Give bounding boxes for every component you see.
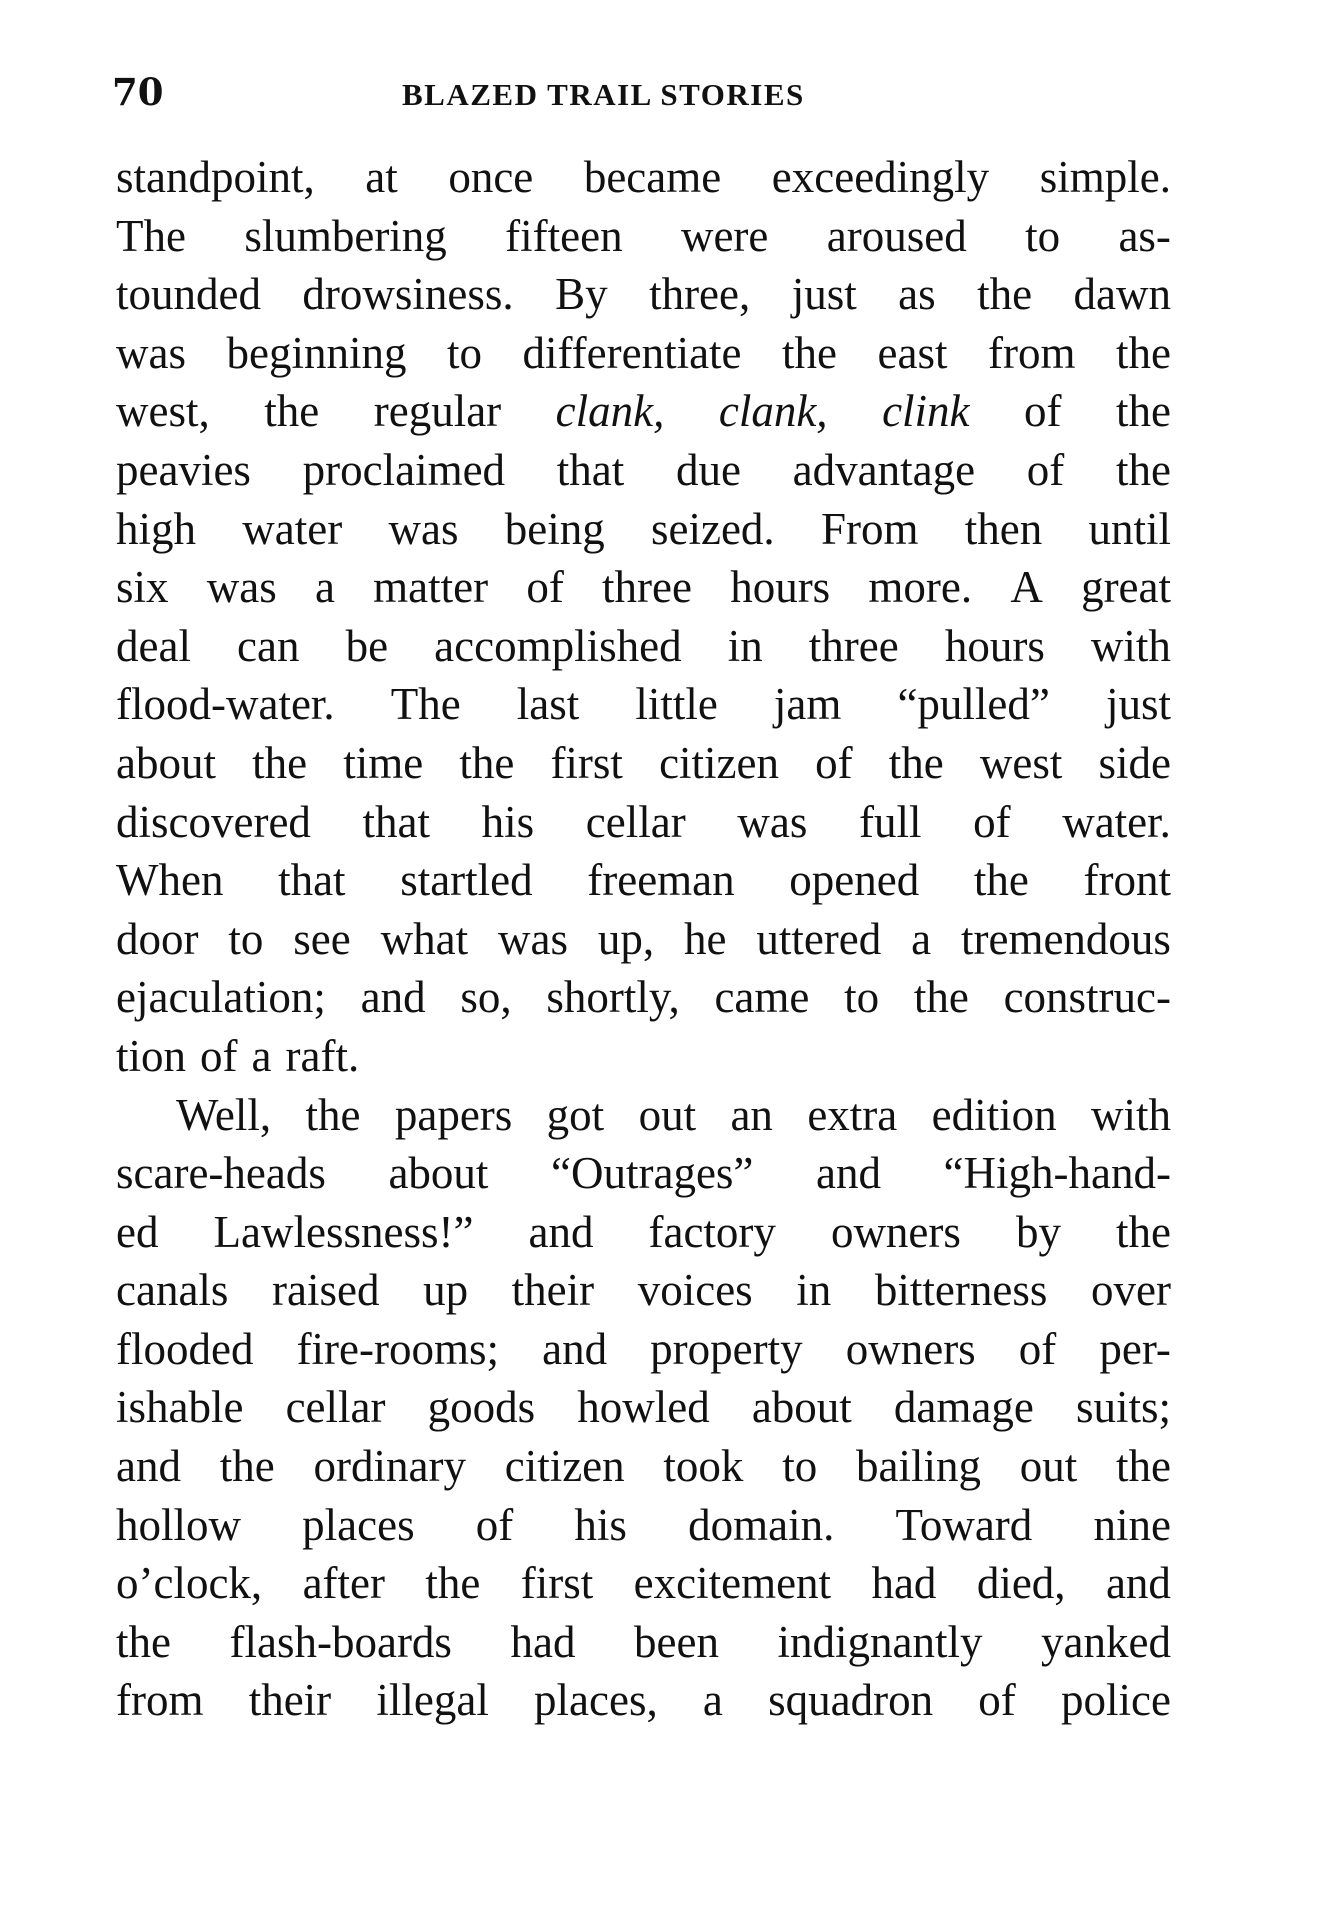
text-line (116, 1496, 1171, 1555)
word: factory (648, 1206, 776, 1257)
word: voices (637, 1265, 753, 1316)
word: that (556, 444, 625, 495)
word: the (1115, 327, 1171, 378)
word: little (635, 679, 718, 730)
word: advantage (792, 444, 976, 495)
word: canals (116, 1265, 229, 1316)
word: owners (845, 1323, 976, 1374)
word: construc- (1003, 972, 1171, 1023)
text-line (116, 1613, 1171, 1672)
text-line (116, 382, 1171, 441)
word: after (302, 1558, 385, 1609)
word: clank, (555, 386, 665, 437)
word: first (520, 1558, 594, 1609)
word: of (815, 737, 853, 788)
word: more. (868, 562, 973, 613)
word: fifteen (505, 210, 623, 261)
text-line (116, 734, 1171, 793)
text-line (116, 1203, 1171, 1262)
word: beginning (226, 327, 407, 378)
word: of (1024, 386, 1062, 437)
word: tion (116, 1030, 187, 1081)
word: damage (893, 1382, 1034, 1433)
word: in (796, 1265, 832, 1316)
word: door (116, 913, 199, 964)
word: places, (534, 1675, 658, 1726)
word: the (1115, 1206, 1171, 1257)
word: yanked (1041, 1616, 1171, 1667)
word: the (782, 327, 838, 378)
text-line (116, 1437, 1171, 1496)
word: to (1025, 210, 1061, 261)
word: owners (830, 1206, 961, 1257)
word: the (1116, 1441, 1171, 1492)
word: From (820, 503, 919, 554)
word: the (973, 855, 1029, 906)
word: west, (116, 386, 210, 437)
word: of (973, 796, 1011, 847)
word: about (751, 1382, 852, 1433)
word: hours (730, 562, 831, 613)
word: The (116, 210, 186, 261)
word: of (978, 1675, 1016, 1726)
word: of (475, 1499, 514, 1550)
word: died, (976, 1558, 1066, 1609)
text-line (116, 910, 1171, 969)
word: of (1018, 1323, 1057, 1374)
text-line (116, 1027, 1171, 1086)
word: bitterness (874, 1265, 1048, 1316)
word: seized. (650, 503, 775, 554)
word: shortly, (546, 972, 680, 1023)
word: raised (272, 1265, 380, 1316)
word: last (516, 679, 580, 730)
running-title: BLAZED TRAIL STORIES (402, 77, 805, 112)
text-line (116, 441, 1171, 500)
word: scare-heads (116, 1148, 326, 1199)
word: with (1090, 1089, 1171, 1140)
word: per- (1099, 1323, 1171, 1374)
word: got (546, 1089, 605, 1140)
word: water (242, 503, 343, 554)
word: was (116, 327, 186, 378)
text-line (116, 1378, 1171, 1437)
word: squadron (768, 1675, 934, 1726)
word: up (423, 1265, 469, 1316)
word: was (388, 503, 459, 554)
word: dawn (1073, 269, 1171, 320)
word: the (305, 1089, 361, 1140)
word: be (345, 620, 389, 671)
word: drowsiness. (302, 269, 514, 320)
word: was (497, 913, 568, 964)
word: ed (116, 1206, 159, 1257)
word: time (343, 737, 424, 788)
text-line (116, 148, 1171, 207)
word: “High-hand- (943, 1148, 1171, 1199)
word: aroused (826, 210, 967, 261)
text-line (116, 851, 1171, 910)
text-line (116, 1144, 1171, 1203)
word: nine (1093, 1499, 1171, 1550)
word: his (481, 796, 535, 847)
word: a (702, 1675, 723, 1726)
word: had (871, 1558, 937, 1609)
word: exceedingly (771, 152, 990, 202)
word: that (278, 855, 346, 906)
word: the (888, 737, 944, 788)
word: can (237, 620, 300, 671)
word: Lawlessness!” (213, 1206, 474, 1257)
word: cellar (285, 1382, 386, 1433)
word: domain. (688, 1499, 835, 1550)
word: citizen (504, 1441, 625, 1492)
word: the (913, 972, 969, 1023)
word: property (650, 1323, 803, 1374)
word: “pulled” (897, 679, 1050, 730)
word: due (675, 444, 741, 495)
word: By (555, 269, 608, 320)
word: at (365, 152, 398, 202)
word: flooded (116, 1323, 254, 1374)
word: deal (116, 620, 191, 671)
word: their (248, 1675, 332, 1726)
word: high (116, 503, 197, 554)
word: three, (649, 269, 751, 320)
word: out (1019, 1441, 1078, 1492)
word: six (116, 562, 169, 613)
word: Well, (176, 1089, 272, 1140)
word: the (219, 1441, 275, 1492)
word: just (1105, 679, 1171, 730)
text-line (116, 1086, 1171, 1145)
word: was (206, 562, 277, 613)
text-line (116, 1671, 1171, 1730)
word: clink (882, 386, 970, 437)
paragraph (116, 148, 1171, 1086)
word: as- (1118, 210, 1171, 261)
paragraph (116, 1086, 1171, 1731)
word: extra (807, 1089, 898, 1140)
word: over (1090, 1265, 1171, 1316)
word: the (1116, 386, 1171, 437)
word: and (542, 1323, 608, 1374)
word: front (1083, 855, 1171, 906)
word: simple. (1039, 152, 1171, 202)
word: freeman (587, 855, 735, 906)
word: see (293, 913, 351, 964)
word: to (446, 327, 482, 378)
word: of (526, 562, 564, 613)
text-line (116, 1320, 1171, 1379)
word: had (510, 1616, 576, 1667)
word: the (264, 386, 320, 437)
word: opened (789, 855, 920, 906)
word: bailing (855, 1441, 981, 1492)
word: to (228, 913, 264, 964)
word: The (390, 679, 461, 730)
word: what (380, 913, 469, 964)
word: slumbering (244, 210, 447, 261)
word: a (251, 1030, 272, 1081)
word: just (791, 269, 857, 320)
word: clank, (718, 386, 828, 437)
word: places (302, 1499, 415, 1550)
word: a (314, 562, 335, 613)
word: was (737, 796, 808, 847)
word: about (116, 737, 216, 788)
word: took (663, 1441, 744, 1492)
word: to (844, 972, 880, 1023)
word: once (448, 152, 534, 202)
word: he (683, 913, 727, 964)
word: and (116, 1441, 181, 1492)
word: came (714, 972, 810, 1023)
word: his (574, 1499, 627, 1550)
word: and (528, 1206, 594, 1257)
word: standpoint, (116, 152, 315, 202)
word: ordinary (313, 1441, 466, 1492)
word: tounded (116, 269, 261, 320)
word: the (425, 1558, 481, 1609)
text-line (116, 968, 1171, 1027)
word: of (1026, 444, 1065, 495)
page-number: 70 (112, 70, 164, 114)
word: became (583, 152, 722, 202)
word: indignantly (777, 1616, 983, 1667)
text-line (116, 1554, 1171, 1613)
word: startled (400, 855, 533, 906)
text-line (116, 1261, 1171, 1320)
word: that (362, 796, 431, 847)
word: so, (460, 972, 512, 1023)
text-line (116, 793, 1171, 852)
word: tremendous (960, 913, 1171, 964)
word: up, (597, 913, 655, 964)
word: about (388, 1148, 489, 1199)
word: being (504, 503, 605, 554)
word: matter (373, 562, 489, 613)
word: their (511, 1265, 595, 1316)
text-line (116, 558, 1171, 617)
word: A (1010, 562, 1043, 613)
word: hours (944, 620, 1045, 671)
word: proclaimed (302, 444, 506, 495)
word: fire-rooms; (296, 1323, 499, 1374)
word: in (727, 620, 763, 671)
word: peavies (116, 444, 251, 495)
word: by (1015, 1206, 1061, 1257)
word: and (1105, 1558, 1171, 1609)
word: full (858, 796, 922, 847)
word: west (979, 737, 1063, 788)
word: out (638, 1089, 697, 1140)
word: as (898, 269, 936, 320)
word: east (877, 327, 948, 378)
word: flood-water. (116, 679, 335, 730)
word: o’clock, (116, 1558, 263, 1609)
word: been (634, 1616, 719, 1667)
word: goods (427, 1382, 536, 1433)
word: edition (931, 1089, 1057, 1140)
text-line (116, 265, 1171, 324)
word: ejaculation; (116, 972, 326, 1023)
word: the (116, 1616, 171, 1667)
word: water. (1062, 796, 1171, 847)
word: “Outrages” (551, 1148, 754, 1199)
text-line (116, 207, 1171, 266)
word: the (459, 737, 515, 788)
word: When (116, 855, 224, 906)
word: and (360, 972, 426, 1023)
word: accomplished (434, 620, 682, 671)
word: suits; (1075, 1382, 1171, 1433)
word: police (1061, 1675, 1171, 1726)
word: differentiate (522, 327, 742, 378)
word: the (977, 269, 1033, 320)
word: regular (373, 386, 502, 437)
word: first (550, 737, 623, 788)
word: great (1081, 562, 1171, 613)
word: hollow (116, 1499, 242, 1550)
word: discovered (116, 796, 311, 847)
word: jam (773, 679, 842, 730)
word: raft. (285, 1030, 360, 1081)
word: with (1090, 620, 1171, 671)
word: citizen (659, 737, 779, 788)
word: papers (394, 1089, 513, 1140)
word: illegal (376, 1675, 489, 1726)
word: an (730, 1089, 773, 1140)
word: ishable (116, 1382, 244, 1433)
text-line (116, 617, 1171, 676)
word: three (602, 562, 692, 613)
word: the (1115, 444, 1171, 495)
word: howled (577, 1382, 710, 1433)
word: were (680, 210, 769, 261)
word: flash-boards (229, 1616, 452, 1667)
word: of (200, 1030, 238, 1081)
word: a (911, 913, 932, 964)
word: from (116, 1675, 204, 1726)
word: Toward (895, 1499, 1033, 1550)
word: then (964, 503, 1043, 554)
word: from (987, 327, 1076, 378)
word: cellar (585, 796, 686, 847)
text-line (116, 500, 1171, 559)
text-line (116, 324, 1171, 383)
word: until (1088, 503, 1171, 554)
word: to (782, 1441, 818, 1492)
text-line (116, 675, 1171, 734)
word: side (1098, 737, 1171, 788)
word: three (808, 620, 899, 671)
word: and (815, 1148, 881, 1199)
body-text (116, 148, 1171, 1730)
word: the (252, 737, 308, 788)
word: excitement (633, 1558, 832, 1609)
word: uttered (756, 913, 882, 964)
page-header (112, 72, 1182, 122)
